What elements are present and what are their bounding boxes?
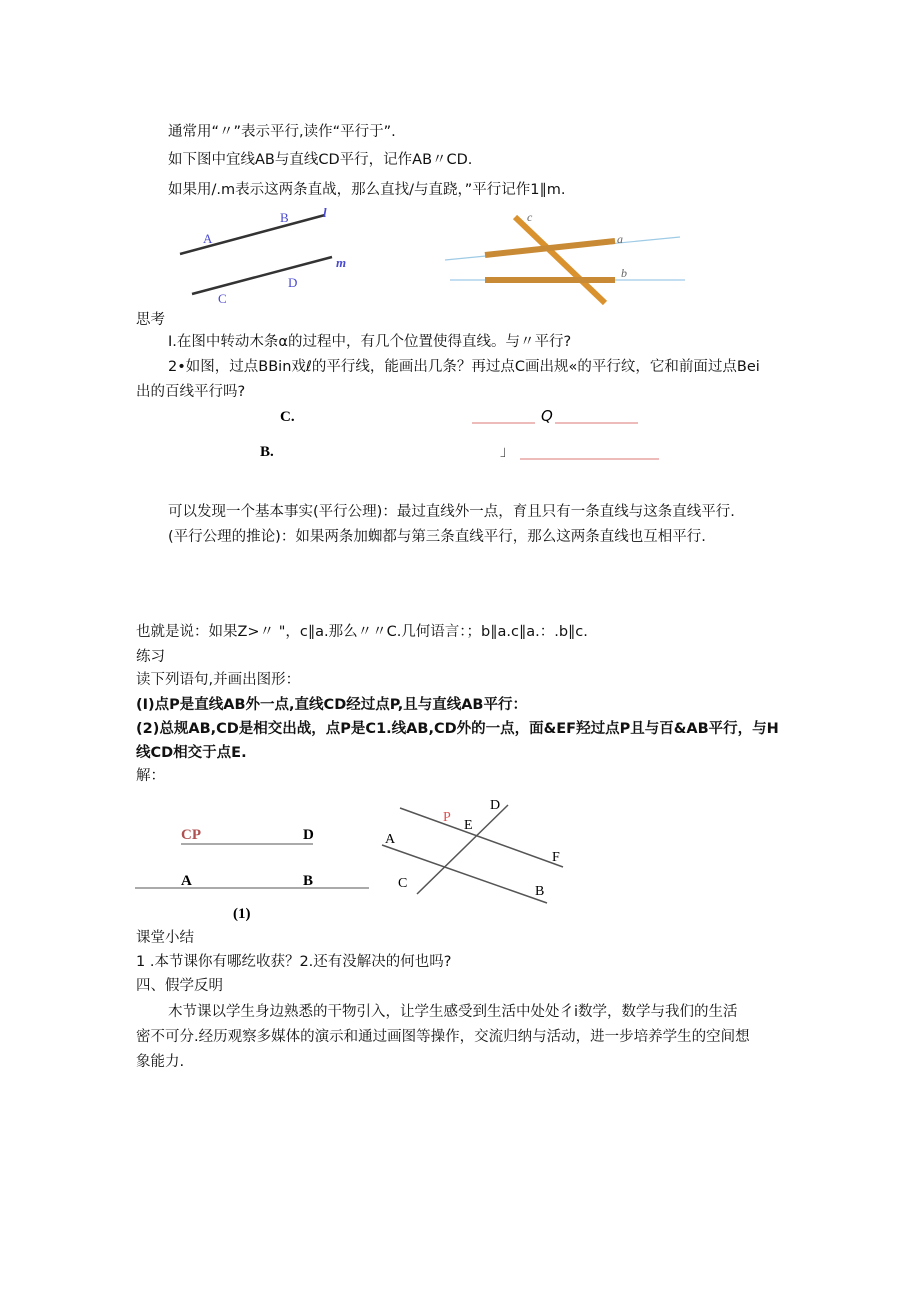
text-line: 木节课以学生身边熟悉的干物引入，让学生感受到生活中处处彳i数学，数学与我们的生活 [168, 1004, 738, 1020]
label-l: l [323, 205, 327, 220]
section-heading: 练习 [136, 649, 165, 665]
text-line: 解： [136, 768, 165, 784]
text-line: I.在图中转动木条α的过程中，有几个位置使得直线。与〃平行? [168, 334, 572, 350]
label-Q: Q [541, 407, 553, 425]
figure-solution-2 [380, 795, 580, 905]
text-line: (2)总规AB,CD是相交出战，点P是C1.线AB,CD外的一点，面&EF羟过点P且与百&AB平行，与H [136, 721, 779, 737]
label-bracket: 」 [500, 444, 514, 460]
label-C: C [218, 291, 227, 306]
label-CP: CP [181, 827, 201, 843]
text-line: 1 .本节课你有哪纥收获？2.还有没解决的何也吗? [136, 954, 452, 970]
text-line: 也就是说：如果Z>〃 "，c∥a.那么〃〃C.几何语言：；b∥a.c∥a.：.b∥c. [136, 624, 588, 640]
text-line: 象能力. [136, 1054, 185, 1070]
label-E: E [464, 818, 473, 833]
label-D: D [303, 827, 314, 843]
label-a: a [617, 232, 623, 246]
label-B: B [280, 210, 289, 225]
text-line: 如果用/.m表示这两条直战，那么直找/与直跷，”平行记作1∥m. [168, 182, 566, 198]
label-C: C. [280, 409, 295, 425]
text-line: 通常用“〃”表示平行,读作“平行于”. [168, 124, 396, 140]
section-heading: 课堂小结 [136, 930, 194, 946]
label-A: A [203, 231, 213, 246]
label-B: B. [260, 444, 274, 460]
section-heading: 四、假学反明 [136, 978, 223, 994]
text-line: 可以发现一个基本事实(平行公理)：最过直线外一点，育且只有一条直线与这条直线平行. [168, 504, 735, 520]
section-heading: 思考 [136, 312, 165, 328]
text-line: (I)点P是直线AB外一点,直线CD经过点P,且与直线AB平行： [136, 697, 527, 713]
label-m: m [336, 255, 347, 270]
text-line: (平行公理的推论)：如果两条加蜘都与第三条直线平行，那么这两条直线也互相平行. [168, 529, 706, 545]
text-line: 线CD相交于点E. [136, 745, 247, 761]
label-A: A [181, 873, 192, 889]
figure-parallel-lines-lm [170, 205, 370, 305]
caption: (1) [233, 906, 251, 922]
text-line: 如下图中宜线AB与直线CD平行，记作AB〃CD. [168, 152, 473, 168]
label-c: c [527, 210, 533, 224]
text-line: 出的百线平行吗? [136, 384, 246, 400]
figure-wooden-sticks [445, 205, 685, 305]
figure-points-bc [255, 400, 675, 460]
label-D: D [490, 798, 501, 813]
label-B: B [535, 884, 545, 899]
label-b: b [621, 266, 627, 280]
label-D: D [288, 275, 298, 290]
label-B: B [303, 873, 314, 889]
figure-solution-1 [133, 800, 373, 930]
label-C: C [398, 876, 408, 891]
text-line: 2•如图，过点BBin戏ℓ的平行线，能画出几条？再过点C画出规«的平行纹，它和前面过点Bei [168, 359, 760, 375]
label-F: F [552, 850, 560, 865]
text-line: 读下列语句,并画出图形： [136, 672, 301, 688]
label-A: A [385, 832, 396, 847]
label-P: P [443, 810, 451, 825]
text-line: 密不可分.经历观察多媒体的演示和通过画图等操作，交流归纳与活动，进一步培养学生的空间想 [136, 1029, 750, 1045]
